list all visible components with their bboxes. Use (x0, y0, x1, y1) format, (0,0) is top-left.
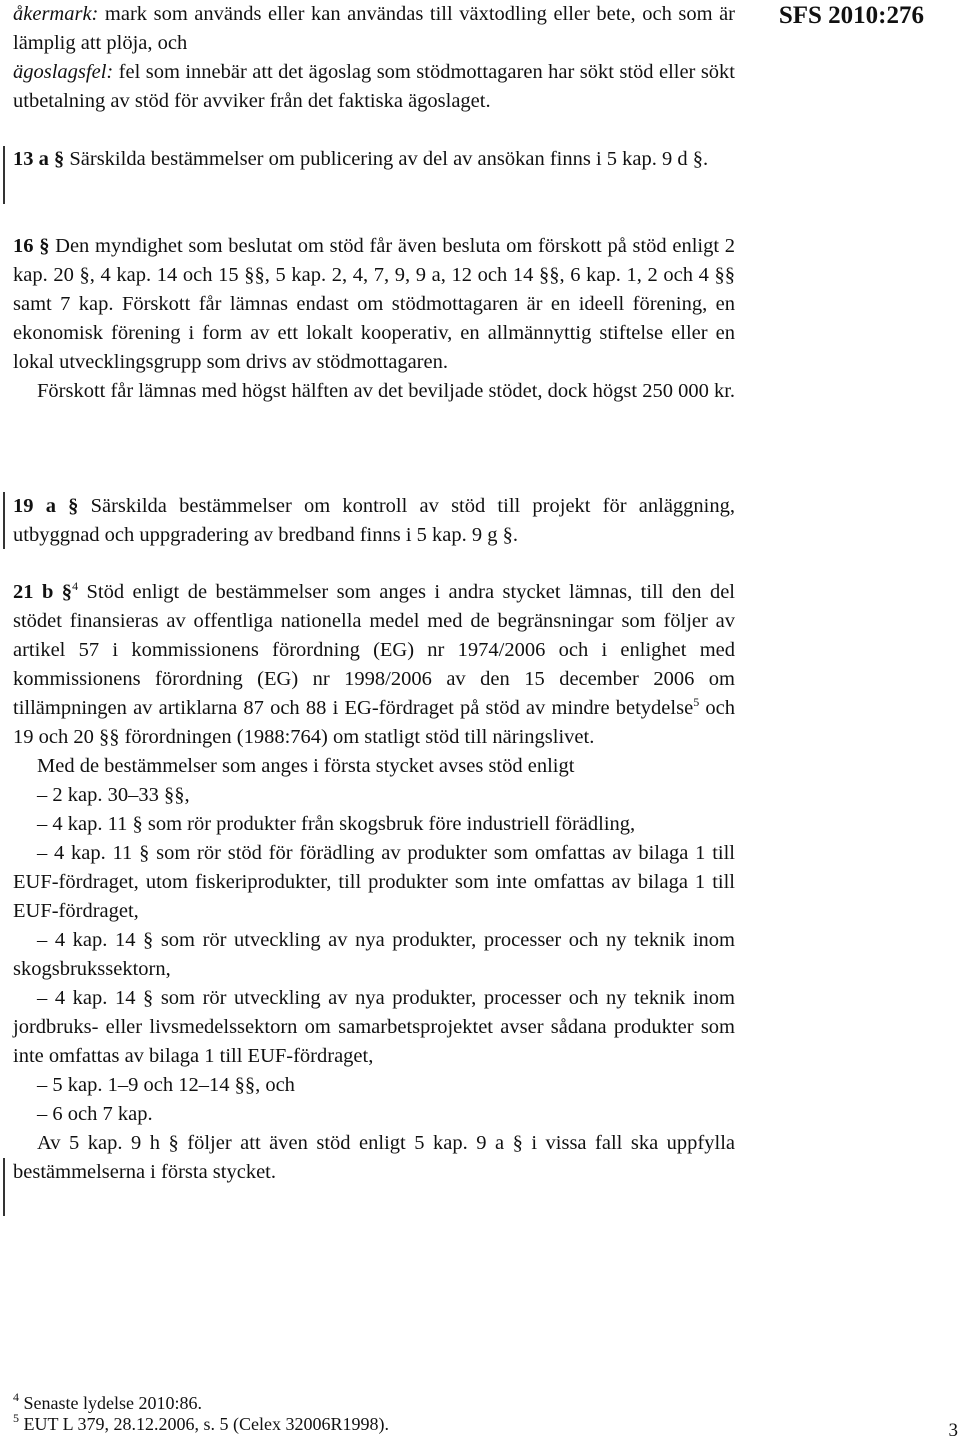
definition-agoslagsfel (13, 58, 735, 116)
list-item: – 5 kap. 1–9 och 12–14 §§, och (37, 1074, 295, 1096)
sfs-number: SFS 2010:276 (778, 2, 924, 29)
footnote-text: Senaste lydelse 2010:86. (19, 1393, 202, 1413)
section-number: 19 a § (13, 495, 79, 517)
section-13a (13, 145, 735, 174)
footnote-number: 4 (13, 1390, 19, 1404)
section-paragraph: Med de bestämmelser som anges i första stycket avses stöd enligt (37, 755, 575, 777)
definition-akermark (13, 0, 735, 58)
definition-text: fel som innebär att det ägoslag som stödmottagaren har sökt stöd eller sökt utbetalning av stöd för avviker från det faktiska ägoslaget. (13, 61, 735, 112)
section-19a (13, 492, 735, 550)
footnotes (13, 1390, 389, 1435)
section-paragraph: Förskott får lämnas med högst hälften av det beviljade stödet, dock högst 250 000 kr. (37, 380, 736, 402)
footnote-ref: 5 (693, 695, 700, 709)
definition-text: mark som används eller kan användas till växtodling eller bete, och som är lämplig att plöja, och (13, 3, 735, 54)
list-item: – 4 kap. 11 § som rör produkter från skogsbruk före industriell förädling, (37, 813, 636, 835)
definitions-block (13, 0, 735, 116)
definition-term: ägoslagsfel: (13, 61, 114, 83)
section-text: Särskilda bestämmelser om publicering av del av ansökan finns i 5 kap. 9 d §. (64, 148, 709, 170)
section-paragraph: Av 5 kap. 9 h § följer att även stöd enligt 5 kap. 9 a § i vissa fall ska uppfylla bestämmelserna i första stycket. (13, 1132, 735, 1183)
section-16 (13, 232, 735, 406)
list-item: – 2 kap. 30–33 §§, (37, 784, 190, 806)
change-bar (3, 492, 5, 549)
change-bar (3, 146, 5, 204)
footnote-number: 5 (13, 1411, 19, 1425)
list-item: – 4 kap. 11 § som rör stöd för förädling av produkter som omfattas av bilaga 1 till EUF-fördraget, utom fiskeriprodukter, till produkter som inte omfattas av bilaga 1 till EUF-fördraget, (13, 842, 735, 922)
section-text: och 19 och 20 §§ förordningen (1988:764) om statligt stöd till näringslivet. (13, 697, 735, 748)
list-item: – 6 och 7 kap. (37, 1103, 153, 1125)
footnote (13, 1390, 389, 1414)
section-text: Den myndighet som beslutat om stöd får även besluta om förskott på stöd enligt 2 kap. 20 §, 4 kap. 14 och 15 §§, 5 kap. 2, 4, 7, 9, 9 a, 12 och 14 §§, 6 kap. 1, 2 och 4 §§ samt 7 kap. Förskott får lämnas endast om stödmottagaren är en ideell förening, en ekonomisk förening i form av ett lokalt kooperativ, en allmännyttig stiftelse eller en lokal utvecklingsgrupp som drivs av stödmottagaren. (13, 235, 735, 373)
section-number: 21 b § (13, 581, 73, 603)
section-text: Stöd enligt de bestämmelser som anges i andra stycket lämnas, till den del stödet finansieras av offentliga nationella medel med de begränsningar som följer av artikel 57 i kommissionens förordning (EG) nr 1974/2006 och i enlighet med kommissionens förordning (EG) nr 1998/2006 av den 15 december 2006 om tillämpningen av artiklarna 87 och 88 i EG-fördraget på stöd av mindre betydelse (13, 581, 736, 719)
section-21b (13, 578, 735, 1187)
footnote-ref: 4 (72, 579, 79, 593)
footnote-text: EUT L 379, 28.12.2006, s. 5 (Celex 32006R1998). (19, 1414, 389, 1434)
section-number: 13 a § (13, 148, 65, 170)
list-item: – 4 kap. 14 § som rör utveckling av nya produkter, processer och ny teknik inom jordbruks- eller livsmedelssektorn om samarbetsprojektet avser sådana produkter som inte omfattas av bilaga 1 till EUF-fördraget, (13, 987, 735, 1067)
definition-term: åkermark: (13, 3, 99, 25)
section-number: 16 § (13, 235, 50, 257)
list-item: – 4 kap. 14 § som rör utveckling av nya produkter, processer och ny teknik inom skogsbrukssektorn, (13, 929, 735, 980)
page-number: 3 (948, 1420, 958, 1441)
footnote (13, 1411, 389, 1435)
change-bar (3, 1158, 5, 1216)
section-text: Särskilda bestämmelser om kontroll av stöd till projekt för anläggning, utbyggnad och uppgradering av bredband finns i 5 kap. 9 g §. (13, 495, 735, 546)
